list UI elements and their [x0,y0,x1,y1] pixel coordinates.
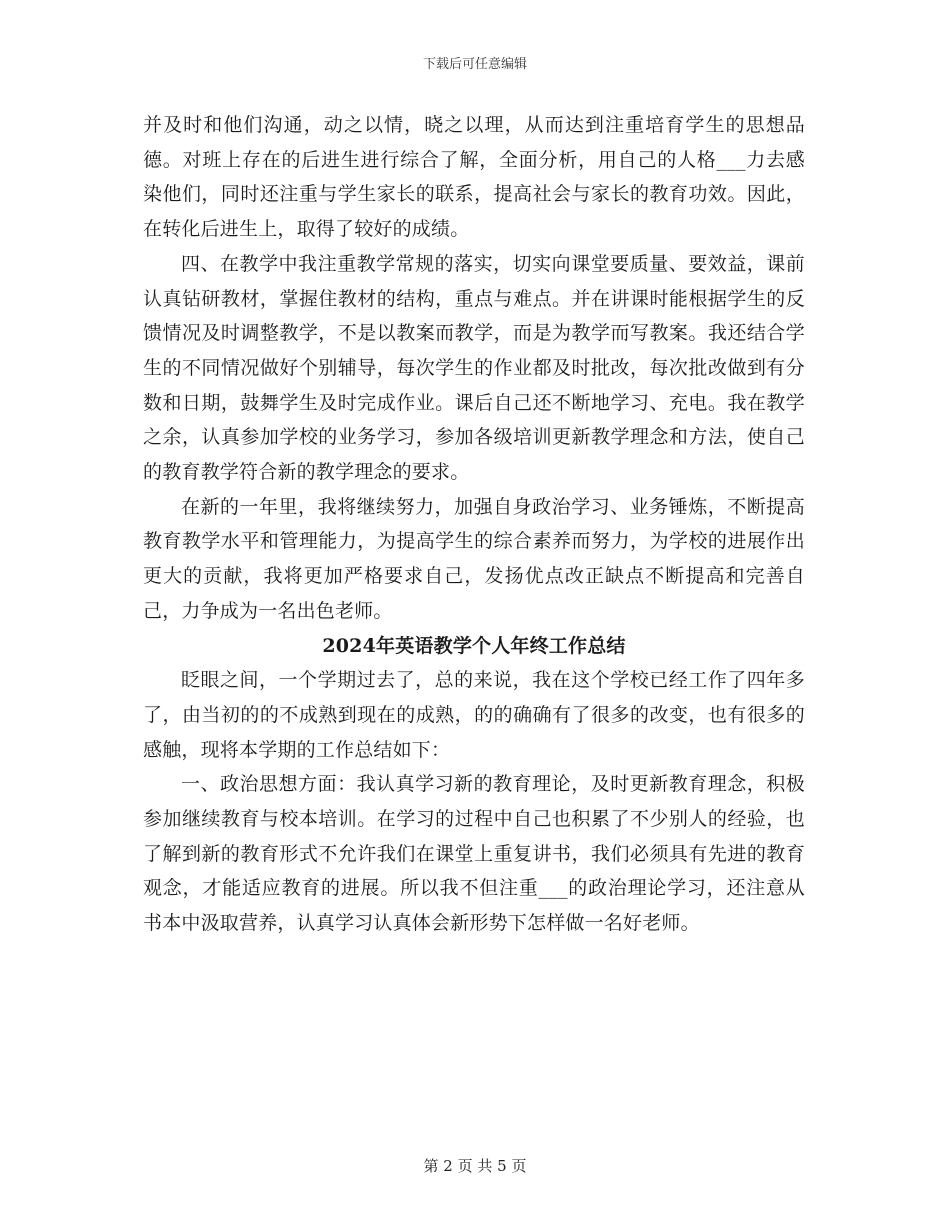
paragraph-intro: 眨眼之间，一个学期过去了，总的来说，我在这个学校已经工作了四年多了，由当初的的不成熟到现在的成熟，的的确确有了很多的改变，也有很多的感触，现将本学期的工作总结如下： [143,669,805,761]
section-title: 2024年英语教学个人年终工作总结 [322,634,626,657]
header-note: 下载后可任意编辑 [422,57,527,72]
page-number: 第 2 页 共 5 页 [423,1157,527,1175]
paragraph-political-thought: 一、政治思想方面：我认真学习新的教育理论，及时更新教育理念，积极参加继续教育与校本培训。在学习的过程中自己也积累了不少别人的经验，也了解到新的教育形式不允许我们在课堂上重复讲书，我们必须具有先进的教育观念，才能适应教育的进展。所以我不但注重___的政治理论学习，还注意从书本中汲取营养，认真学习认真体会新形势下怎样做一名好老师。 [143,773,805,935]
document-body [143,108,805,941]
paragraph-teaching-routine: 四、在教学中我注重教学常规的落实，切实向课堂要质量、要效益，课前认真钻研教材，掌握住教材的结构，重点与难点。并在讲课时能根据学生的反馈情况及时调整教学，不是以教案而教学，而是为教学而写教案。我还结合学生的不同情况做好个别辅导，每次学生的作业都及时批改，每次批改做到有分数和日期，鼓舞学生及时完成作业。课后自己还不断地学习、充电。我在教学之余，认真参加学校的业务学习，参加各级培训更新教学理念和方法，使自己的教育教学符合新的教学理念的要求。 [143,252,805,484]
paragraph-new-year-plan: 在新的一年里，我将继续努力，加强自身政治学习、业务锤炼，不断提高教育教学水平和管理能力，为提高学生的综合素养而努力，为学校的进展作出更大的贡献，我将更加严格要求自己，发扬优点改正缺点不断提高和完善自己，力争成为一名出色老师。 [143,495,805,622]
paragraph-continuation: 并及时和他们沟通，动之以情，晓之以理，从而达到注重培育学生的思想品德。对班上存在的后进生进行综合了解，全面分析，用自己的人格___力去感染他们，同时还注重与学生家长的联系，提高社会与家长的教育功效。因此，在转化后进生上，取得了较好的成绩。 [143,114,805,241]
